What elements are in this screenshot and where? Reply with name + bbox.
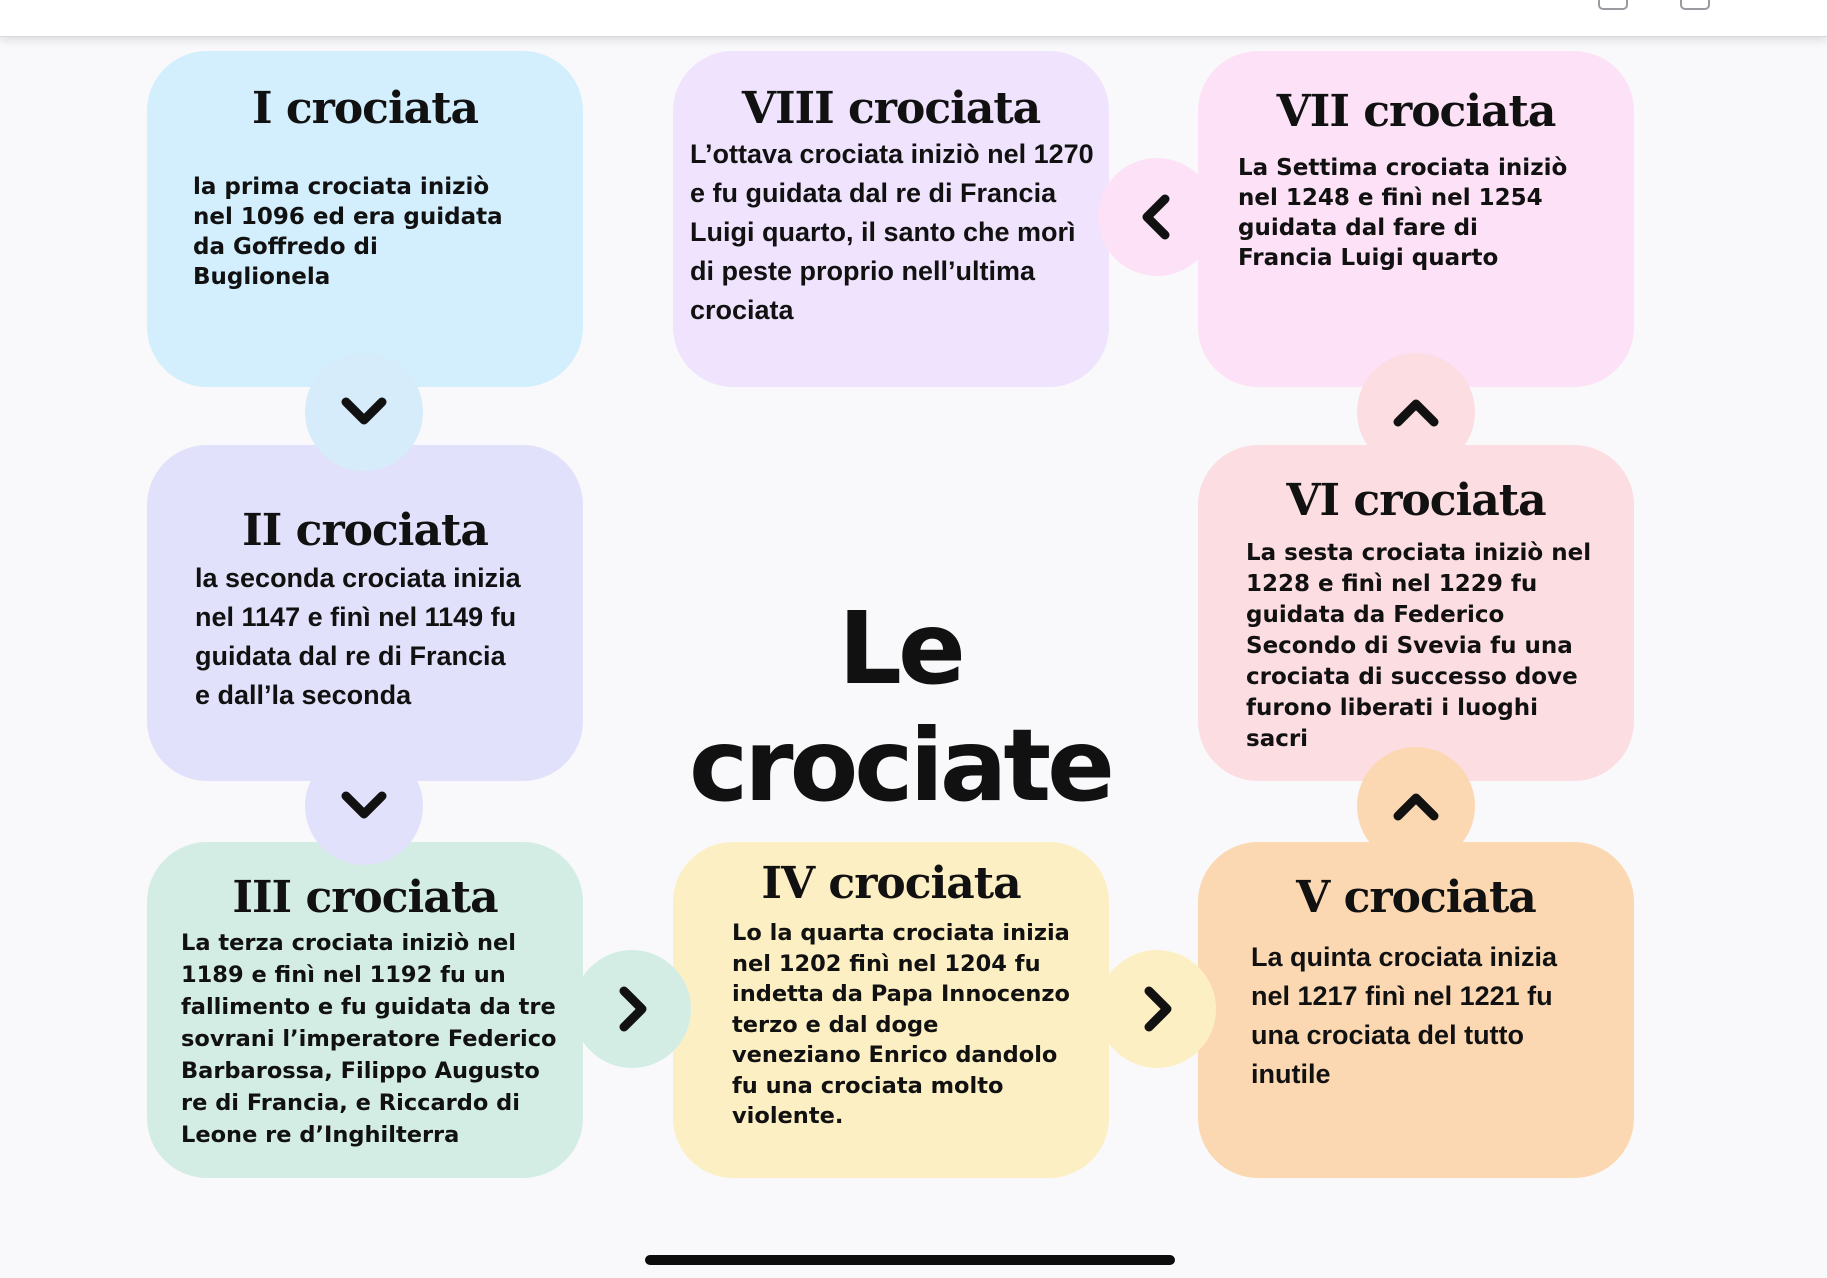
card-crociata-5 bbox=[1198, 842, 1634, 1178]
card-crociata-3 bbox=[147, 842, 583, 1178]
chevron-up-icon bbox=[1386, 776, 1446, 836]
chevron-up-icon bbox=[1386, 382, 1446, 442]
connector-5-6 bbox=[1357, 747, 1475, 865]
card-title: I crociata bbox=[251, 83, 479, 134]
card-text: La quinta crociata inizia nel 1217 finì nel 1221 fu una crociata del tutto inutile bbox=[1251, 942, 1558, 1089]
card-title: VII crociata bbox=[1276, 86, 1556, 137]
card-text: la seconda crociata inizia nel 1147 e finì nel 1149 fu guidata dal re di Francia e dall’la seconda bbox=[195, 563, 521, 710]
document-icon[interactable] bbox=[1680, 0, 1710, 10]
card-crociata-8 bbox=[673, 51, 1109, 387]
connector-2-3 bbox=[305, 747, 423, 865]
card-text: L’ottava crociata iniziò nel 1270 e fu guidata dal re di Francia Luigi quarto, il santo che morì di peste proprio nell’ultima crociata bbox=[690, 139, 1094, 325]
card-text: Lo la quarta crociata inizia nel 1202 finì nel 1204 fu indetta da Papa Innocenzo terzo e dal doge veneziano Enrico dandolo fu una crociata molto violente. bbox=[732, 920, 1070, 1129]
chevron-down-icon bbox=[334, 776, 394, 836]
connector-7-8 bbox=[1098, 158, 1216, 276]
chevron-down-icon bbox=[334, 382, 394, 442]
top-toolbar bbox=[0, 0, 1827, 37]
connector-4-5 bbox=[1098, 950, 1216, 1068]
card-crociata-2 bbox=[147, 445, 583, 781]
card-text: La terza crociata iniziò nel 1189 e finì nel 1192 fu un fallimento e fu guidata da tre sovrani l’imperatore Federico Barbarossa, Filippo Augusto re di Francia, e Riccardo di Leone re d’Inghilterra bbox=[181, 930, 557, 1148]
diagram-title: Le crociate bbox=[689, 590, 1111, 824]
card-crociata-6 bbox=[1198, 445, 1634, 781]
card-text: La sesta crociata iniziò nel 1228 e finì nel 1229 fu guidata da Federico Secondo di Svevia fu una crociata di successo dove furono liberati i luoghi sacri bbox=[1246, 540, 1592, 752]
card-title: VIII crociata bbox=[741, 83, 1041, 134]
connector-6-7 bbox=[1357, 353, 1475, 471]
chevron-right-icon bbox=[602, 979, 662, 1039]
card-text: la prima crociata iniziò nel 1096 ed era guidata da Goffredo di Buglionela bbox=[193, 174, 503, 290]
card-title: V crociata bbox=[1296, 872, 1536, 923]
chevron-left-icon bbox=[1127, 187, 1187, 247]
card-title: II crociata bbox=[242, 505, 488, 556]
card-crociata-7 bbox=[1198, 51, 1634, 387]
card-crociata-4 bbox=[673, 842, 1109, 1178]
card-text: La Settima crociata iniziò nel 1248 e finì nel 1254 guidata dal fare di Francia Luigi quarto bbox=[1238, 155, 1568, 271]
card-title: IV crociata bbox=[761, 858, 1021, 909]
connector-1-2 bbox=[305, 353, 423, 471]
home-indicator[interactable] bbox=[645, 1255, 1175, 1265]
chevron-right-icon bbox=[1127, 979, 1187, 1039]
card-title: III crociata bbox=[232, 872, 498, 923]
card-title: VI crociata bbox=[1286, 475, 1546, 526]
window-icon[interactable] bbox=[1598, 0, 1628, 10]
card-crociata-1 bbox=[147, 51, 583, 387]
connector-3-4 bbox=[573, 950, 691, 1068]
